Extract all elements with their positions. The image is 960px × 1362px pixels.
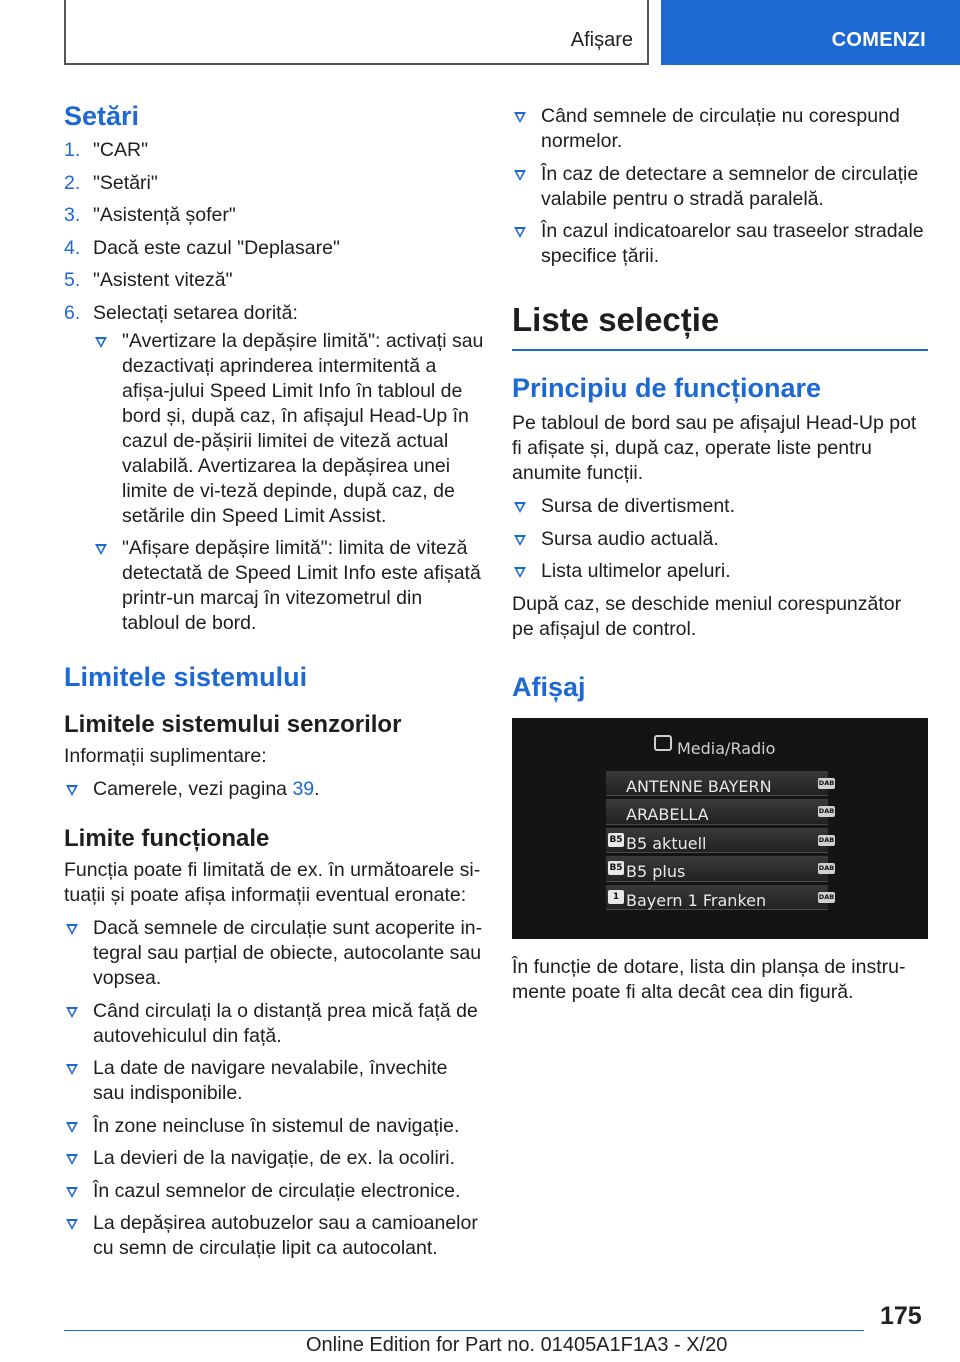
functional-limits-list (64, 916, 484, 1261)
functional-limits-text: Funcția poate fi limitată de ex. în următoarele si-tuații și poate afișa informații eventual eronate: (64, 859, 481, 906)
sensor-limits-heading: Limitele sistemului senzorilor (64, 711, 402, 738)
left-column (64, 98, 484, 1269)
station-list (606, 771, 835, 914)
list-item-text: Camerele, vezi pagina (93, 778, 293, 800)
station-label: Bayern 1 Franken (626, 890, 767, 910)
step-number: 4. (64, 236, 81, 259)
dab-icon: DAB (818, 892, 835, 901)
step-item (64, 301, 484, 326)
triangle-bullet-icon (514, 502, 526, 513)
station-row (606, 856, 835, 882)
dab-icon: DAB (818, 864, 835, 872)
station-label: B5 aktuell (626, 833, 707, 853)
list-item (64, 1146, 484, 1171)
functional-limits-heading: Limite funcționale (64, 825, 270, 852)
list-item-text: Când semnele de circulație nu corespund normelor. (541, 105, 900, 152)
step6-options (93, 329, 484, 637)
triangle-bullet-icon (66, 1187, 78, 1198)
list-item-text: În cazul semnelor de circulație electronice. (93, 1179, 461, 1202)
list-item-text: La depășirea autobuzelor sau a camioanelor cu semn de circulație lipit ca autocolant. (93, 1212, 478, 1259)
list-item-text: La devieri de la navigație, de ex. la ocoliri. (93, 1147, 456, 1169)
list-item-text: "Avertizare la depășire limită": activați sau dezactivați aprinderea intermitentă a afișa-jului Speed Limit Info în tabloul de bord și, după caz, în afișajul Head-Up în cazul de-pășirii limitei de viteză actual valabilă. Avertizarea la depășirea unei limite de vi-teză depinde, după caz, de setările din Speed Limit Assist. (122, 329, 484, 527)
station-row (606, 828, 835, 854)
triangle-bullet-icon (66, 1007, 78, 1018)
principle-heading: Principiu de funcționare (512, 373, 822, 403)
list-item-text: În cazul indicatoarelor sau traseelor stradale specifice țării. (541, 220, 924, 267)
list-item-text: La date de navigare nevalabile, învechite sau indisponibile. (93, 1057, 448, 1104)
triangle-bullet-icon (514, 567, 526, 578)
station-logo-icon: B5 (609, 863, 623, 873)
station-logo-icon: B5 (609, 834, 623, 845)
figure-caption: În funcție de dotare, lista din planșa de instru-mente poate fi alta decât cea din figură. (512, 955, 906, 1003)
triangle-bullet-icon (66, 785, 78, 796)
triangle-bullet-icon (514, 227, 526, 238)
step-item (64, 171, 484, 196)
station-label: B5 plus (626, 862, 686, 881)
station-label: ARABELLA (626, 805, 709, 824)
list-item (93, 329, 484, 529)
list-item-text: În caz de detectare a semnelor de circulație valabile pentru o stradă paralelă. (541, 162, 919, 210)
list-item (64, 777, 484, 802)
list-item-text: Sursa audio actuală. (541, 527, 719, 550)
triangle-bullet-icon (95, 544, 107, 555)
step-text: "Asistență șofer" (93, 204, 236, 226)
sensor-limits-text: Informații suplimentare: (64, 745, 267, 767)
triangle-bullet-icon (66, 924, 78, 935)
list-item-text: Dacă semnele de circulație sunt acoperite in-tegral sau parțial de obiecte, autocolante sau vopsea. (93, 917, 483, 989)
step-number: 1. (64, 139, 81, 161)
header-tab-display-label: Afișare (570, 29, 633, 51)
settings-heading: Setări (64, 101, 140, 131)
station-label: ANTENNE BAYERN (626, 776, 772, 796)
list-item-text: Lista ultimelor apeluri. (541, 560, 731, 582)
triangle-bullet-icon (95, 337, 107, 348)
list-item-text: În zone neincluse în sistemul de navigație. (93, 1114, 460, 1137)
list-item (93, 536, 484, 636)
list-item (64, 1211, 484, 1261)
page-number: 175 (880, 1302, 922, 1330)
step-item (64, 138, 484, 163)
station-logo-icon: 1 (608, 890, 624, 904)
list-item (64, 1056, 484, 1106)
footer-divider (64, 1330, 864, 1331)
principle-after-text: După caz, se deschide meniul corespunzător pe afișajul de control. (512, 592, 902, 640)
page-link[interactable]: 39 (292, 778, 315, 800)
dab-icon: DAB (818, 778, 835, 787)
list-item (64, 916, 484, 991)
settings-steps (64, 138, 484, 326)
list-item-end: . (314, 778, 320, 800)
sensor-limits-list (64, 777, 484, 802)
list-item (512, 494, 928, 519)
triangle-bullet-icon (66, 1122, 78, 1133)
triangle-bullet-icon (66, 1154, 78, 1165)
step-number: 2. (64, 171, 81, 194)
triangle-bullet-icon (66, 1064, 78, 1075)
media-icon (654, 735, 672, 751)
station-row (606, 799, 835, 825)
dab-icon: DAB (818, 835, 835, 844)
footer-edition: Online Edition for Part no. 01405A1F1A3 - X/20 (306, 1334, 728, 1356)
step-item (64, 203, 484, 228)
list-item (512, 527, 928, 552)
step-number: 3. (64, 204, 81, 226)
step-number: 6. (64, 301, 81, 324)
step-item (64, 236, 484, 261)
list-item (64, 1114, 484, 1139)
traffic-sign-limits-list (512, 104, 928, 269)
right-column (512, 104, 928, 1013)
list-item (512, 559, 928, 584)
station-row (606, 771, 835, 797)
limits-heading: Limitele sistemului (64, 662, 308, 692)
list-item (512, 104, 928, 154)
media-radio-screenshot (512, 718, 928, 939)
header-tab-display[interactable] (64, 0, 649, 65)
step-text: Dacă este cazul "Deplasare" (93, 236, 340, 259)
list-item (64, 999, 484, 1049)
list-item (512, 219, 928, 269)
principle-text: Pe tabloul de bord sau pe afișajul Head-Up pot fi afișate și, după caz, operate liste pentru anumite funcții. (512, 412, 917, 484)
step-item (64, 268, 484, 293)
triangle-bullet-icon (514, 112, 526, 123)
list-item-text: Când circulați la o distanță prea mică față de autovehiculul din față. (93, 999, 478, 1047)
triangle-bullet-icon (66, 1219, 78, 1230)
step-text: Selectați setarea dorită: (93, 301, 298, 324)
triangle-bullet-icon (514, 170, 526, 181)
principle-list (512, 494, 928, 584)
dab-icon: DAB (818, 807, 835, 815)
step-text: "CAR" (93, 139, 149, 161)
selection-lists-heading: Liste selecție (512, 299, 928, 351)
list-item (64, 1179, 484, 1204)
list-item-text: Sursa de divertisment. (541, 495, 736, 517)
list-item-text: "Afișare depășire limită": limita de viteză detectată de Speed Limit Info este afișată printr-un marcaj în vitezometrul din tabloul de bord. (122, 537, 481, 634)
screen-title: Media/Radio (677, 738, 776, 758)
triangle-bullet-icon (514, 535, 526, 546)
step-text: "Setări" (93, 171, 158, 194)
step-text: "Asistent viteză" (93, 269, 233, 291)
list-item (512, 162, 928, 212)
step-number: 5. (64, 269, 81, 291)
header-tab-controls[interactable] (661, 0, 960, 65)
station-row (606, 885, 835, 911)
header-tab-controls-label: COMENZI (831, 29, 926, 51)
display-heading: Afișaj (512, 671, 586, 702)
